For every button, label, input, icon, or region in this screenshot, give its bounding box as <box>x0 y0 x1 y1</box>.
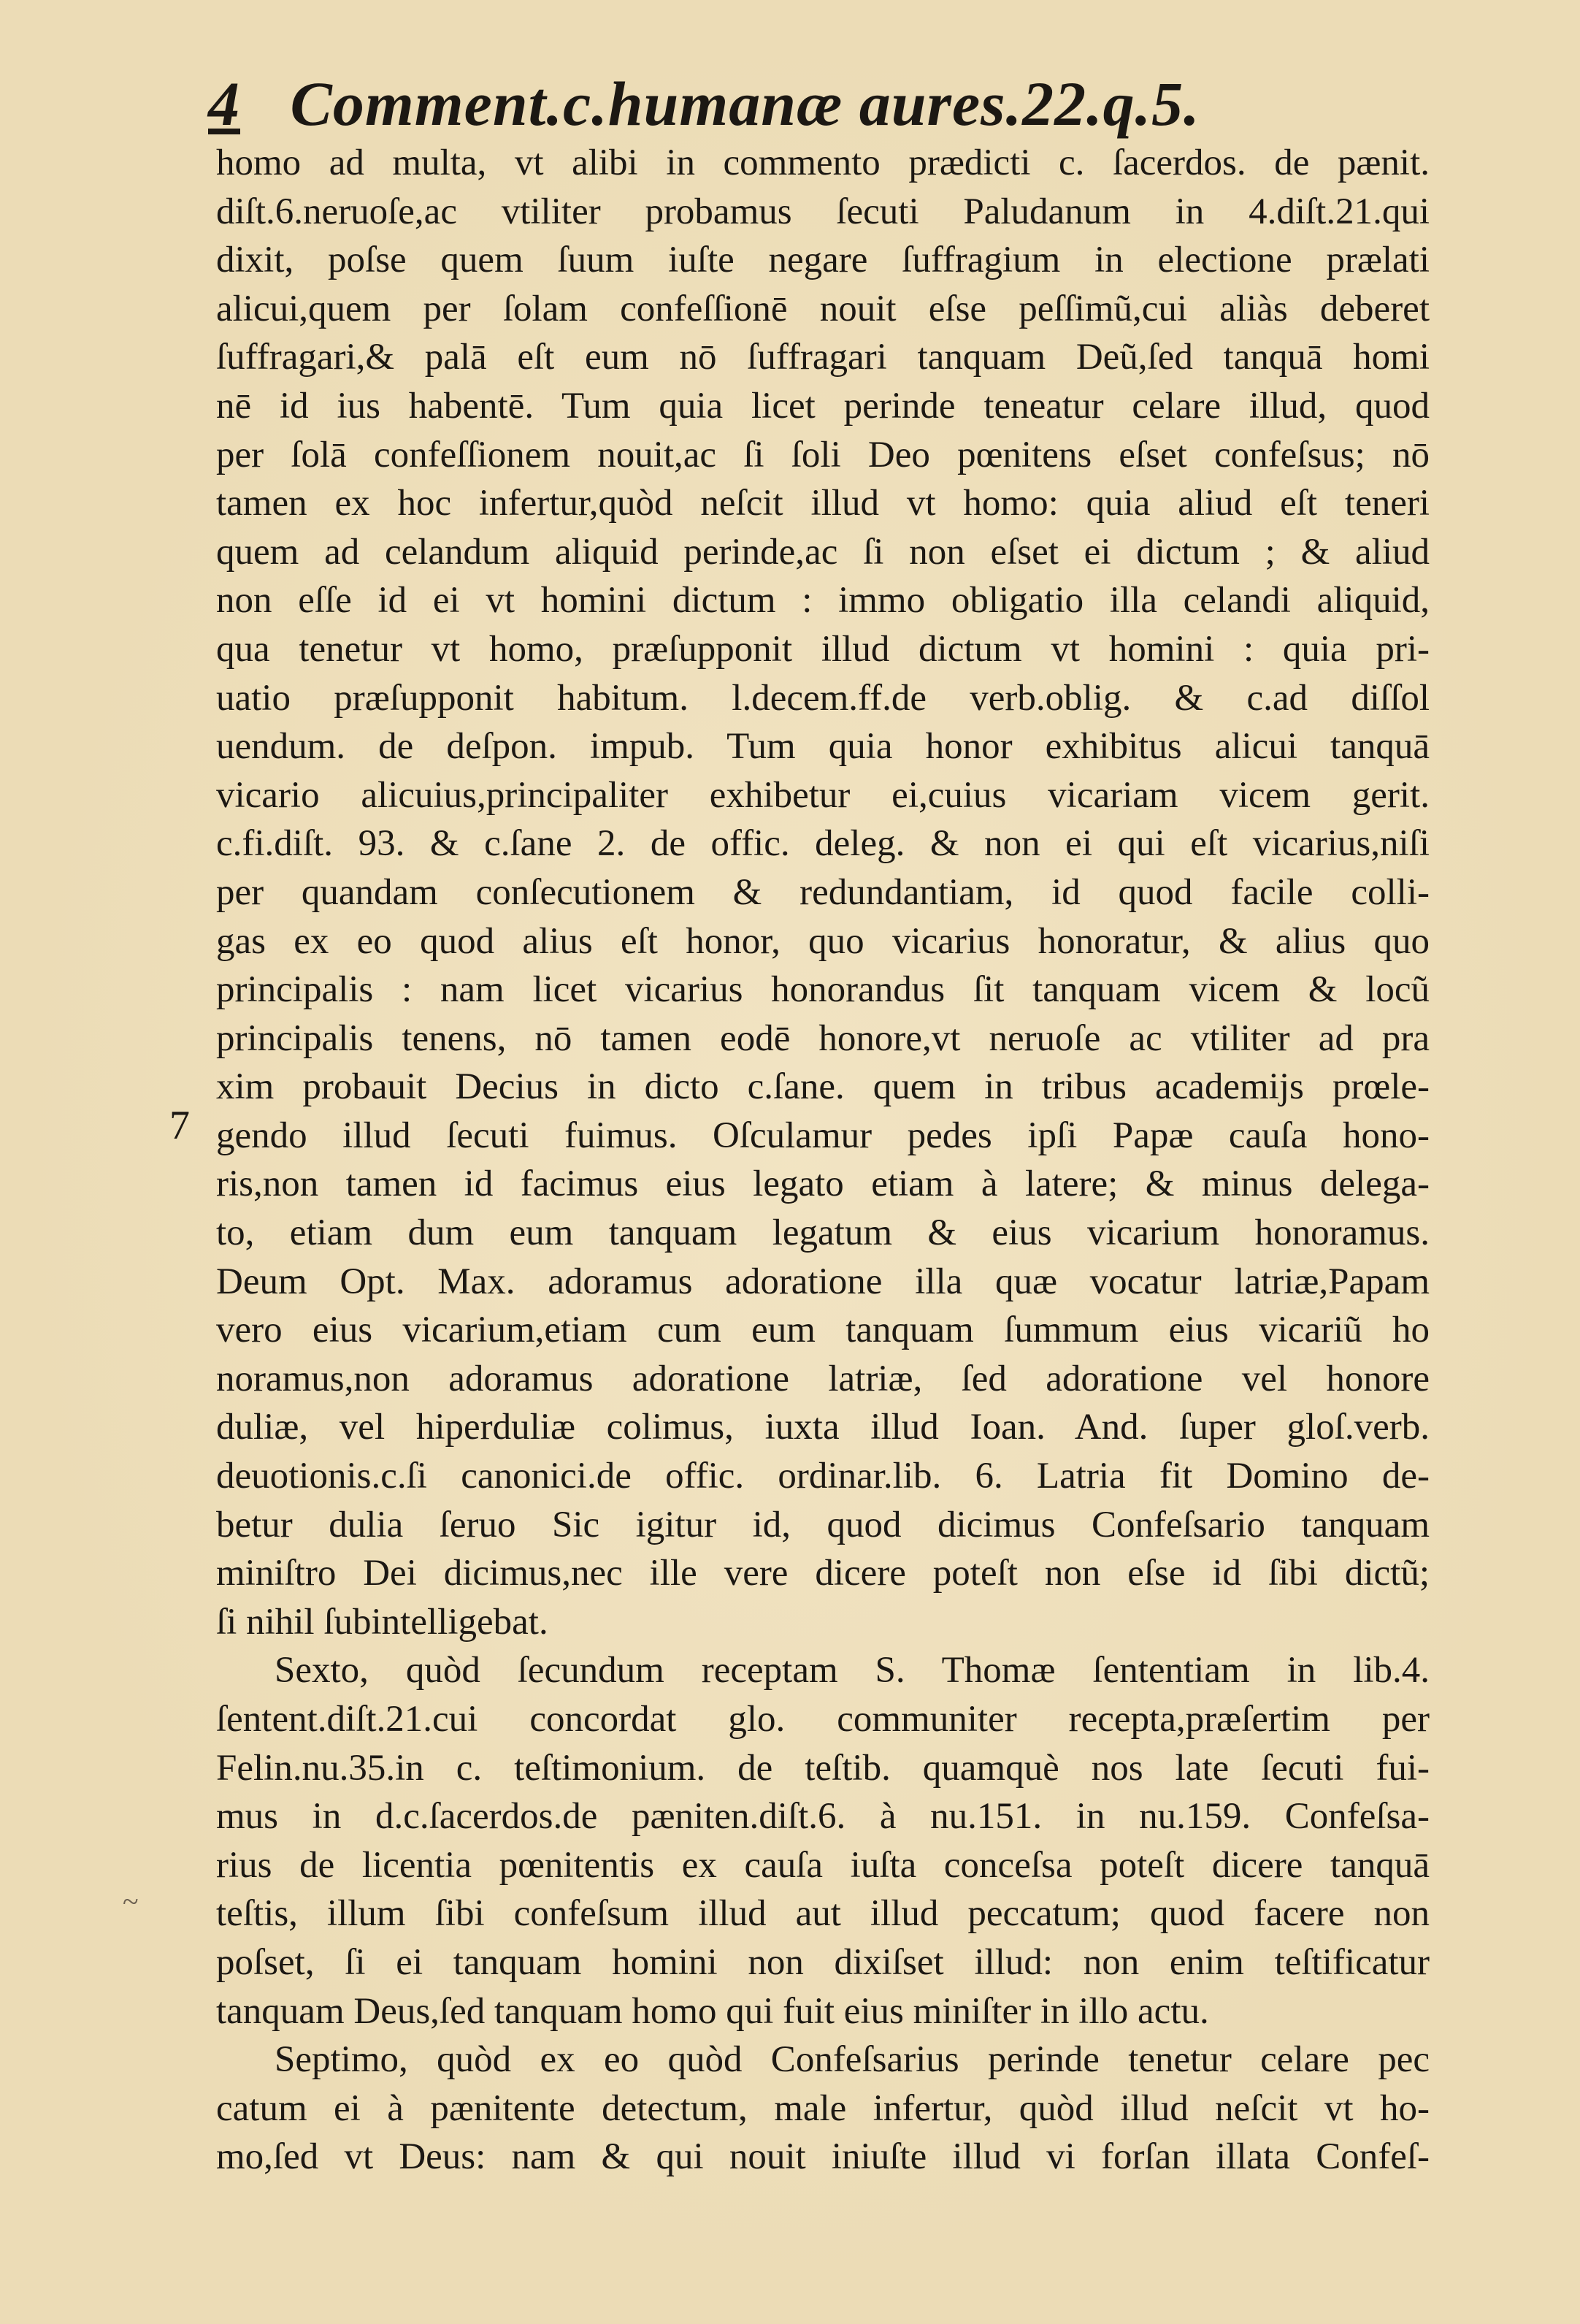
page-number: 4 <box>208 69 240 139</box>
text-line: nē id ius habentē. Tum quia licet perinde teneatur celare illud, quod <box>216 385 1430 427</box>
text-line: ſentent.diſt.21.cui concordat glo. communiter recepta,præſertim per <box>216 1699 1430 1740</box>
text-line: uatio præſupponit habitum. l.decem.ff.de verb.oblig. & c.ad diſſol <box>216 677 1430 719</box>
text-line: deuotionis.c.ſi canonici.de offic. ordinar.lib. 6. Latria fit Domino de- <box>216 1456 1430 1497</box>
text-line: per ſolā confeſſionem nouit,ac ſi ſoli Deo pœnitens eſset confeſsus; nō <box>216 434 1430 475</box>
text-line: vero eius vicarium,etiam cum eum tanquam ſummum eius vicariũ ho <box>216 1310 1430 1351</box>
text-line: duliæ, vel hiperduliæ colimus, iuxta illud Ioan. And. ſuper gloſ.verb. <box>216 1407 1430 1448</box>
text-line: miniſtro Dei dicimus,nec ille vere dicere poteſt non eſse id ſibi dictũ; <box>216 1553 1430 1594</box>
text-line: principalis : nam licet vicarius honorandus ſit tanquam vicem & locũ <box>216 969 1430 1011</box>
text-line: rius de licentia pœnitentis ex cauſa iuſta conceſsa poteſt dicere tanquā <box>216 1844 1430 1886</box>
text-line: gas ex eo quod alius eſt honor, quo vicarius honoratur, & alius quo <box>216 920 1430 962</box>
text-line: per quandam conſecutionem & redundantiam, id quod facile colli- <box>216 871 1430 913</box>
margin-section-number: 7 <box>169 1103 190 1148</box>
text-line: Septimo, quòd ex eo quòd Confeſsarius perinde tenetur celare pec <box>275 2039 1430 2081</box>
text-line: quem ad celandum aliquid perinde,ac ſi non eſset ei dictum ; & aliud <box>216 531 1430 573</box>
text-line: betur dulia ſeruo Sic igitur id, quod dicimus Confeſsario tanquam <box>216 1504 1430 1545</box>
text-line: gendo illud ſecuti fuimus. Oſculamur pedes ipſi Papæ cauſa hono- <box>216 1115 1430 1156</box>
text-line: non eſſe id ei vt homini dictum : immo obligatio illa celandi aliquid, <box>216 580 1430 622</box>
running-header <box>208 60 1449 148</box>
text-line: alicui,quem per ſolam confeſſionē nouit eſse peſſimũ,cui aliàs deberet <box>216 288 1430 329</box>
text-line: to, etiam dum eum tanquam legatum & eius vicarium honoramus. <box>216 1212 1430 1254</box>
text-line: teſtis, illum ſibi confeſsum illud aut illud peccatum; quod facere non <box>216 1893 1430 1935</box>
text-line: qua tenetur vt homo, præſupponit illud dictum vt homini : quia pri- <box>216 628 1430 670</box>
text-line: homo ad multa, vt alibi in commento prædicti c. ſacerdos. de pænit. <box>216 142 1430 183</box>
text-line: Felin.nu.35.in c. teſtimonium. de teſtib. quamquè nos late ſecuti fui- <box>216 1747 1430 1789</box>
text-line: poſset, ſi ei tanquam homini non dixiſset illud: non enim teſtificatur <box>216 1941 1430 1983</box>
margin-mark: ~ <box>123 1885 139 1918</box>
text-line: catum ei à pænitente detectum, male infertur, quòd illud neſcit vt ho- <box>216 2087 1430 2129</box>
body-text <box>216 139 1430 2182</box>
text-line: principalis tenens, nō tamen eodē honore,vt neruoſe ac vtiliter ad pra <box>216 1017 1430 1059</box>
text-line: tamen ex hoc infertur,quòd neſcit illud vt homo: quia aliud eſt teneri <box>216 483 1430 524</box>
text-line: xim probauit Decius in dicto c.ſane. quem in tribus academijs prœle- <box>216 1066 1430 1108</box>
text-line: c.fi.diſt. 93. & c.ſane 2. de offic. deleg. & non ei qui eſt vicarius,niſi <box>216 823 1430 865</box>
text-line: vicario alicuius,principaliter exhibetur ei,cuius vicariam vicem gerit. <box>216 774 1430 816</box>
text-line: noramus,non adoramus adoratione latriæ, ſed adoratione vel honore <box>216 1358 1430 1399</box>
running-title: Comment.c.humanæ aures.22.q.5. <box>290 69 1200 139</box>
text-line: ris,non tamen id facimus eius legato etiam à latere; & minus delega- <box>216 1163 1430 1205</box>
text-line: Deum Opt. Max. adoramus adoratione illa quæ vocatur latriæ,Papam <box>216 1261 1430 1302</box>
text-line: Sexto, quòd ſecundum receptam S. Thomæ ſententiam in lib.4. <box>275 1650 1430 1692</box>
text-line: diſt.6.neruoſe,ac vtiliter probamus ſecuti Paludanum in 4.diſt.21.qui <box>216 191 1430 232</box>
text-line: dixit, poſse quem ſuum iuſte negare ſuffragium in electione prælati <box>216 240 1430 281</box>
text-line: mus in d.c.ſacerdos.de pæniten.diſt.6. à nu.151. in nu.159. Confeſsa- <box>216 1796 1430 1838</box>
text-line: ſuffragari,& palā eſt eum nō ſuffragari tanquam Deũ,ſed tanquā homi <box>216 337 1430 378</box>
text-line: tanquam Deus,ſed tanquam homo qui fuit eius miniſter in illo actu. <box>216 1990 1209 2032</box>
text-line: mo,ſed vt Deus: nam & qui nouit iniuſte illud vi forſan illata Confeſ- <box>216 2136 1430 2178</box>
text-line: uendum. de deſpon. impub. Tum quia honor exhibitus alicui tanquā <box>216 726 1430 768</box>
text-line: ſi nihil ſubintelligebat. <box>216 1601 548 1643</box>
